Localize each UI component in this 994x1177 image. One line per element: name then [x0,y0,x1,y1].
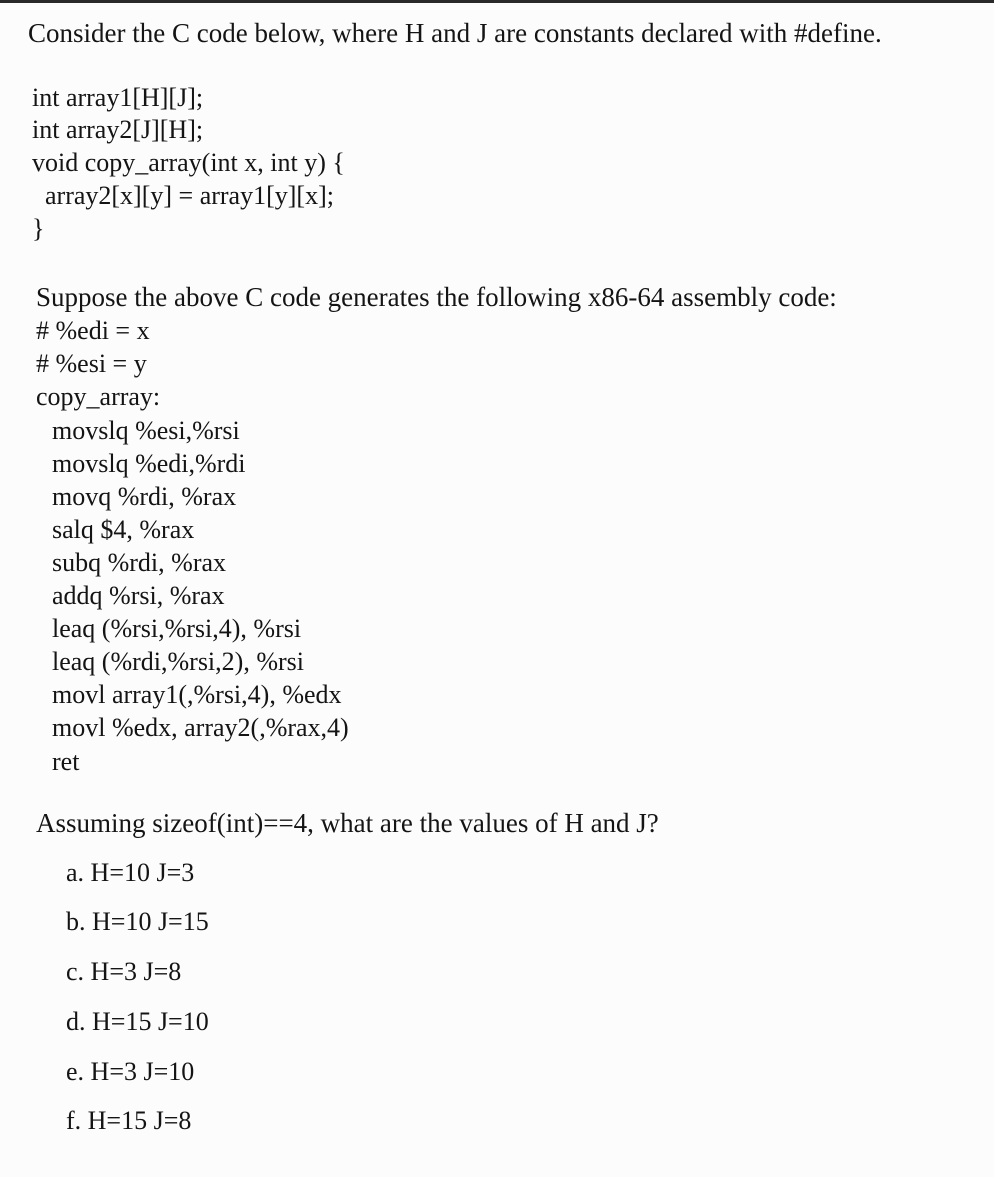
assembly-instruction: movq %rdi, %rax [52,482,237,511]
assembly-instruction: ret [52,747,80,776]
assembly-instruction: movl %edx, array2(,%rax,4) [52,713,349,742]
answer-option-b[interactable]: b. H=10 J=15 [66,907,209,936]
intro-text: Consider the C code below, where H and J are constants declared with #define. [28,18,882,48]
answer-option-d[interactable]: d. H=15 J=10 [66,1007,209,1036]
assembly-instruction: movslq %edi,%rdi [52,449,246,478]
c-code-line: array2[x][y] = array1[y][x]; [32,181,334,210]
assembly-label: copy_array: [36,382,161,411]
assembly-comment: # %esi = y [36,349,147,378]
question-text: Assuming sizeof(int)==4, what are the values of H and J? [36,808,659,838]
answer-option-c[interactable]: c. H=3 J=8 [66,957,182,986]
c-code-line: void copy_array(int x, int y) { [32,148,345,177]
assembly-comment: # %edi = x [36,316,150,345]
answer-option-f[interactable]: f. H=15 J=8 [66,1106,192,1135]
assembly-instruction: addq %rsi, %rax [52,581,225,610]
top-border [0,0,994,3]
assembly-instruction: leaq (%rsi,%rsi,4), %rsi [52,614,302,643]
assembly-instruction: salq $4, %rax [52,515,195,544]
c-code-line: int array2[J][H]; [32,115,204,144]
answer-option-a[interactable]: a. H=10 J=3 [66,858,195,887]
assembly-instruction: subq %rdi, %rax [52,548,227,577]
assembly-instruction: movl array1(,%rsi,4), %edx [52,680,342,709]
c-code-line: } [32,214,45,243]
assembly-instruction: leaq (%rdi,%rsi,2), %rsi [52,647,304,676]
c-code-line: int array1[H][J]; [32,83,204,112]
assembly-intro-text: Suppose the above C code generates the following x86-64 assembly code: [36,282,837,312]
assembly-instruction: movslq %esi,%rsi [52,416,240,445]
answer-option-e[interactable]: e. H=3 J=10 [66,1057,195,1086]
